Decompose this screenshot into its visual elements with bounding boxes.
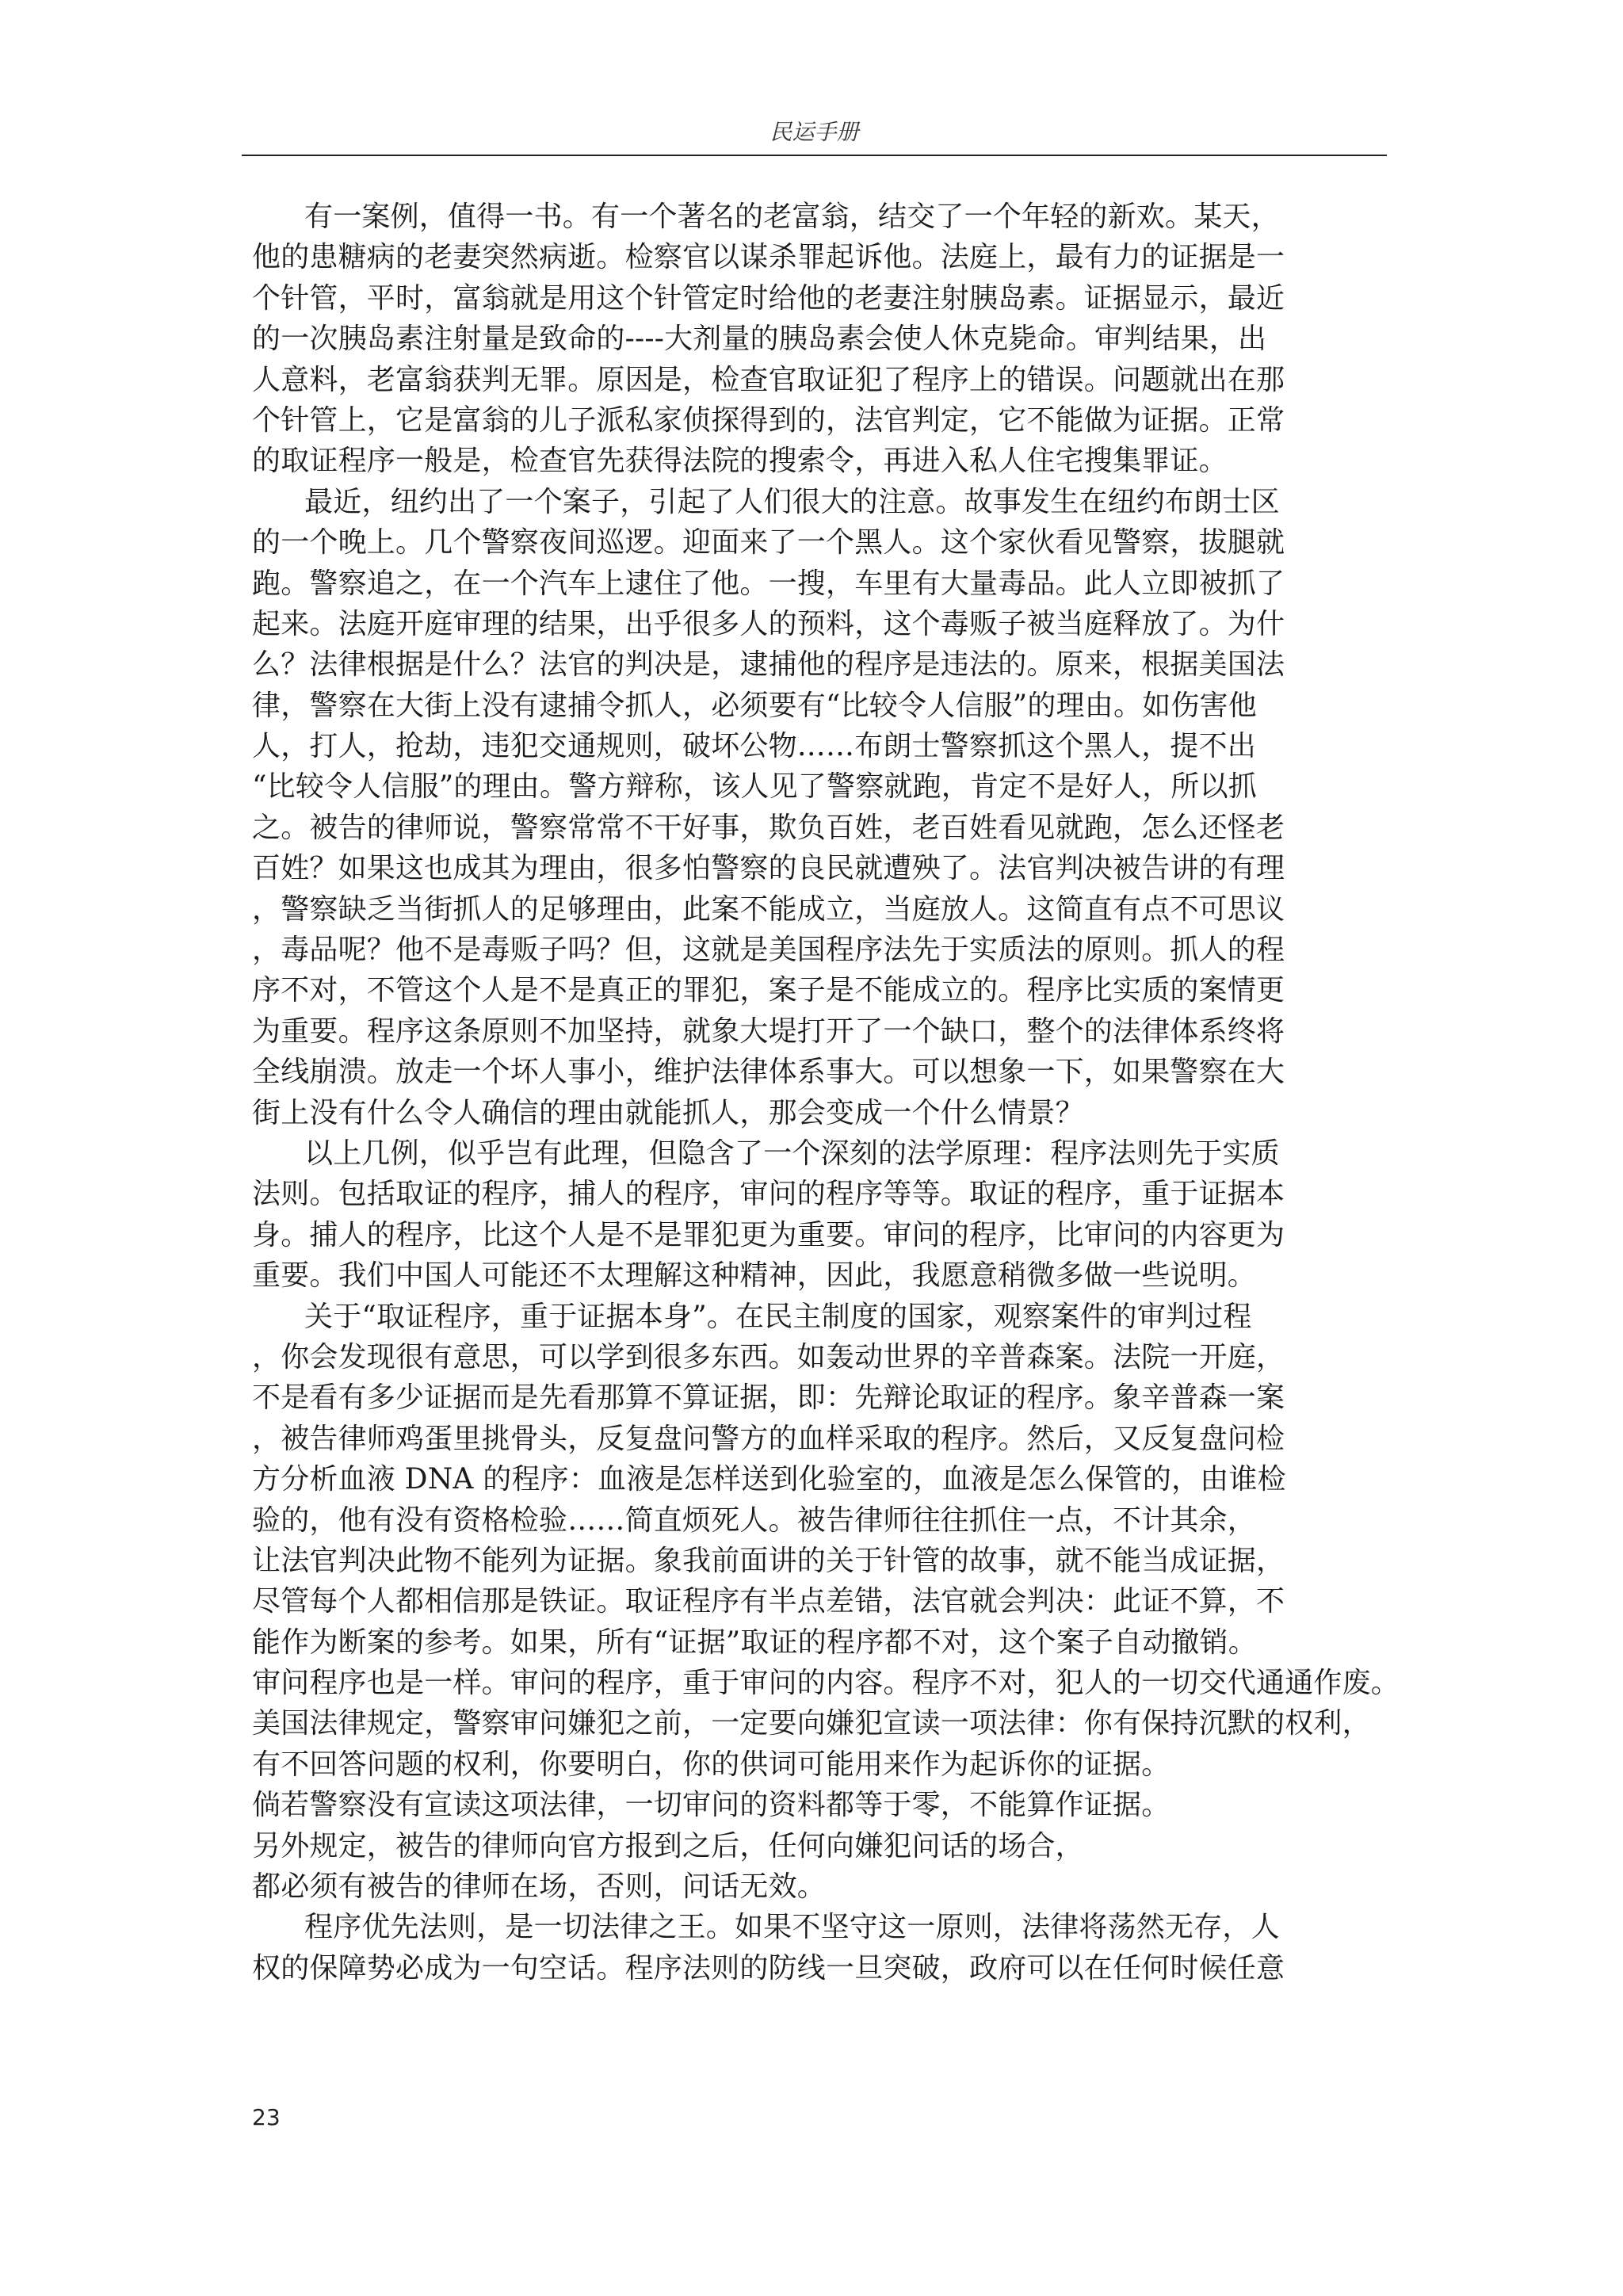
- text-line: 人意料，老富翁获判无罪。原因是，检查官取证犯了程序上的错误。问题就出在那: [252, 363, 1285, 396]
- text-line: 之。被告的律师说，警察常常不干好事，欺负百姓，老百姓看见就跑，怎么还怪老: [252, 811, 1285, 844]
- text-line: 人，打人，抢劫，违犯交通规则，破坏公物……布朗士警察抓这个黑人，提不出: [252, 730, 1257, 763]
- header-divider: [242, 155, 1387, 156]
- text-line: 律，警察在大街上没有逮捕令抓人，必须要有“比较令人信服”的理由。如伤害他: [252, 689, 1258, 722]
- page-header-title: 民运手册: [769, 119, 859, 145]
- text-line: 有不回答问题的权利，你要明白，你的供词可能用来作为起诉你的证据。: [252, 1748, 1170, 1781]
- text-line: 他的患糖病的老妻突然病逝。检察官以谋杀罪起诉他。法庭上，最有力的证据是一: [252, 241, 1285, 274]
- text-line: 验的，他有没有资格检验……简直烦死人。被告律师往往抓住一点，不计其余，: [252, 1503, 1257, 1537]
- text-line: 起来。法庭开庭审理的结果，出乎很多人的预料，这个毒贩子被当庭释放了。为什: [252, 607, 1285, 640]
- text-line: ，被告律师鸡蛋里挑骨头，反复盘问警方的血样采取的程序。然后，又反复盘问检: [252, 1422, 1285, 1455]
- document-body: [252, 197, 1400, 1988]
- text-line: 方分析血液 DNA 的程序：血液是怎样送到化验室的，血液是怎么保管的，由谁检: [252, 1463, 1286, 1496]
- text-line: 让法官判决此物不能列为证据。象我前面讲的关于针管的故事，就不能当成证据，: [252, 1544, 1285, 1577]
- text-line: 个针管上，它是富翁的儿子派私家侦探得到的，法官判定，它不能做为证据。正常: [252, 403, 1285, 437]
- text-line: 以上几例，似乎岂有此理，但隐含了一个深刻的法学原理：程序法则先于实质: [304, 1137, 1280, 1170]
- text-line: 全线崩溃。放走一个坏人事小，维护法律体系事大。可以想象一下，如果警察在大: [252, 1056, 1285, 1089]
- text-line: 序不对，不管这个人是不是真正的罪犯，案子是不能成立的。程序比实质的案情更: [252, 974, 1285, 1007]
- text-line: 为重要。程序这条原则不加坚持，就象大堤打开了一个缺口，整个的法律体系终将: [252, 1014, 1285, 1048]
- text-line: ，毒品呢？他不是毒贩子吗？但，这就是美国程序法先于实质法的原则。抓人的程: [252, 934, 1285, 967]
- text-line: 权的保障势必成为一句空话。程序法则的防线一旦突破，政府可以在任何时候任意: [252, 1951, 1285, 1985]
- text-line: 程序优先法则，是一切法律之王。如果不坚守这一原则，法律将荡然无存，人: [304, 1911, 1280, 1944]
- text-line: 最近，纽约出了一个案子，引起了人们很大的注意。故事发生在纽约布朗士区: [304, 485, 1280, 518]
- text-line: 身。捕人的程序，比这个人是不是罪犯更为重要。审问的程序，比审问的内容更为: [252, 1218, 1285, 1251]
- text-line: 法则。包括取证的程序，捕人的程序，审问的程序等等。取证的程序，重于证据本: [252, 1178, 1285, 1211]
- text-line: 么？法律根据是什么？法官的判决是，逮捕他的程序是违法的。原来，根据美国法: [252, 648, 1285, 682]
- text-line: 倘若警察没有宣读这项法律，一切审问的资料都等于零，不能算作证据。: [252, 1789, 1170, 1822]
- text-line: 能作为断案的参考。如果，所有“证据”取证的程序都不对，这个案子自动撤销。: [252, 1626, 1258, 1659]
- text-line: 的一个晚上。几个警察夜间巡逻。迎面来了一个黑人。这个家伙看见警察，拔腿就: [252, 526, 1285, 560]
- text-line: ，警察缺乏当街抓人的足够理由，此案不能成立，当庭放人。这简直有点不可思议: [252, 892, 1285, 926]
- text-line: 另外规定，被告的律师向官方报到之后，任何向嫌犯问话的场合，: [252, 1829, 1084, 1862]
- text-line: “比较令人信服”的理由。警方辩称，该人见了警察就跑，肯定不是好人，所以抓: [252, 770, 1258, 804]
- text-line: 百姓？如果这也成其为理由，很多怕警察的良民就遭殃了。法官判决被告讲的有理: [252, 852, 1285, 885]
- text-line: 美国法律规定，警察审问嫌犯之前，一定要向嫌犯宣读一项法律：你有保持沉默的权利，: [252, 1707, 1371, 1740]
- text-line: 的取证程序一般是，检查官先获得法院的搜索令，再进入私人住宅搜集罪证。: [252, 445, 1228, 478]
- text-line: 都必须有被告的律师在场，否则，问话无效。: [252, 1870, 827, 1904]
- text-line: 有一案例，值得一书。有一个著名的老富翁，结交了一个年轻的新欢。某天，: [304, 201, 1280, 233]
- text-line: 个针管，平时，富翁就是用这个针管定时给他的老妻注射胰岛素。证据显示，最近: [252, 281, 1285, 315]
- text-line: 重要。我们中国人可能还不太理解这种精神，因此，我愿意稍微多做一些说明。: [252, 1259, 1257, 1293]
- text-line: 关于“取证程序，重于证据本身”。在民主制度的国家，观察案件的审判过程: [304, 1300, 1252, 1333]
- text-line: 街上没有什么令人确信的理由就能抓人，那会变成一个什么情景？: [252, 1096, 1084, 1129]
- text-line: 审问程序也是一样。审问的程序，重于审问的内容。程序不对，犯人的一切交代通通作废。: [252, 1667, 1400, 1700]
- text-line: 不是看有多少证据而是先看那算不算证据，即：先辩论取证的程序。象辛普森一案: [252, 1381, 1285, 1415]
- text-line: 的一次胰岛素注射量是致命的----大剂量的胰岛素会使人休克毙命。审判结果，出: [252, 323, 1267, 356]
- page-number: 23: [252, 2104, 281, 2130]
- text-line: 尽管每个人都相信那是铁证。取证程序有半点差错，法官就会判决：此证不算，不: [252, 1585, 1285, 1618]
- text-line: 跑。警察追之，在一个汽车上逮住了他。一搜，车里有大量毒品。此人立即被抓了: [252, 567, 1285, 600]
- text-line: ，你会发现很有意思，可以学到很多东西。如轰动世界的辛普森案。法院一开庭，: [252, 1340, 1285, 1373]
